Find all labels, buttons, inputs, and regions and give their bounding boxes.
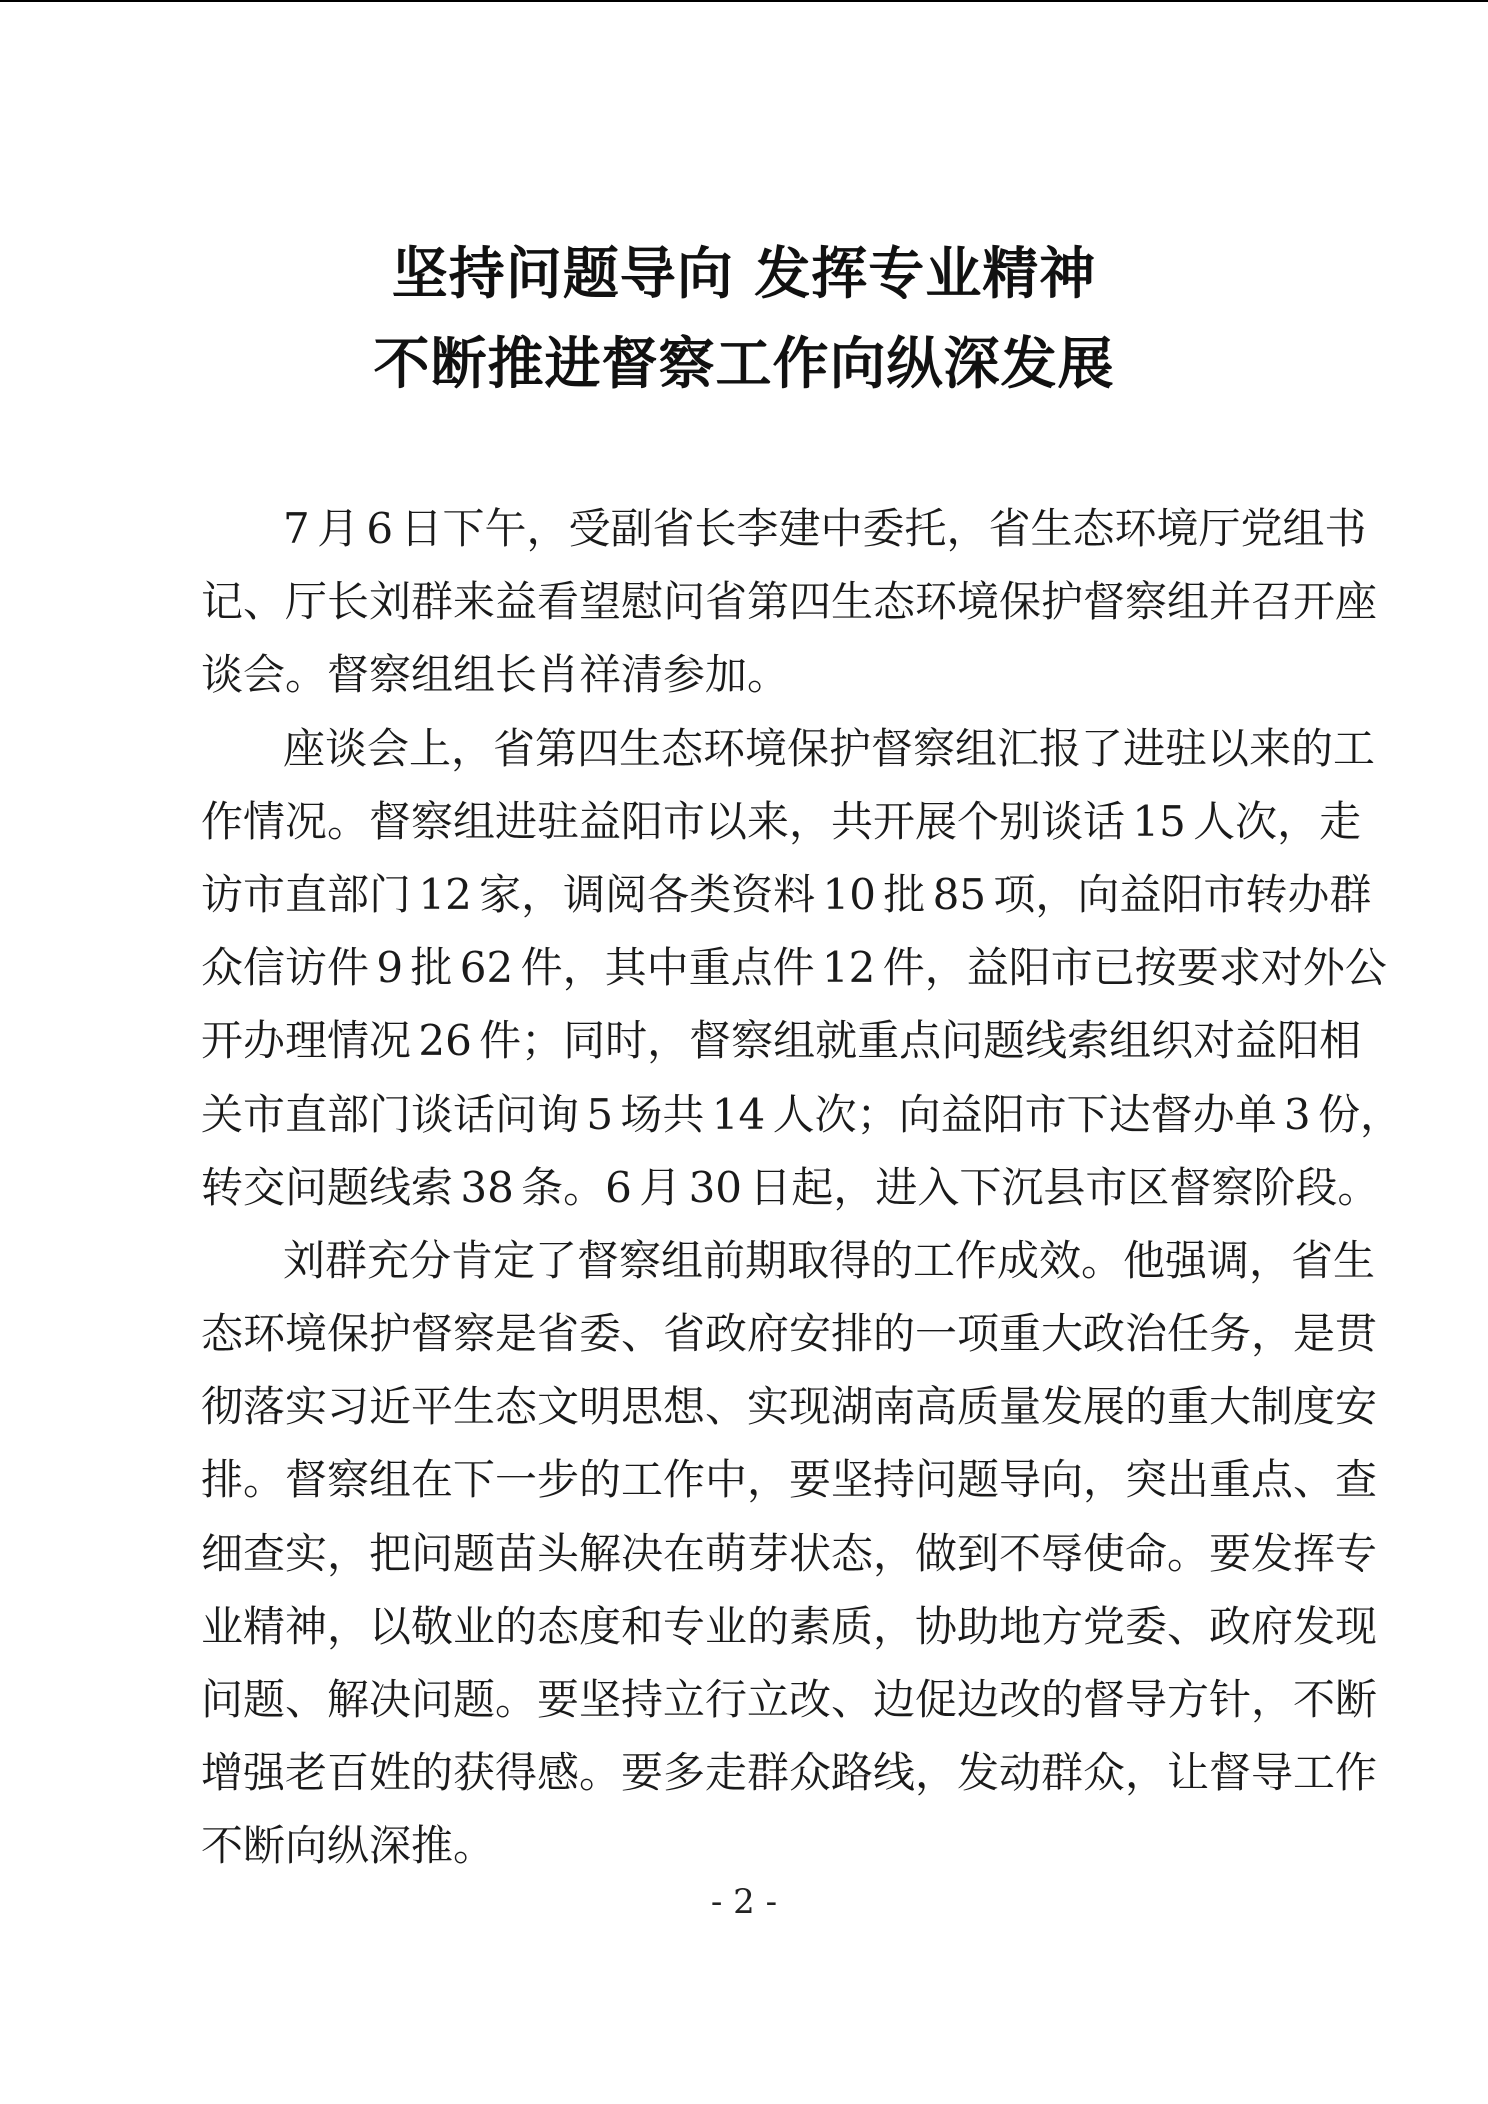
page-number: - 2 - — [710, 1882, 778, 1922]
document-title-line-1: 坚持问题导向 发挥专业精神 — [391, 241, 1097, 307]
document-title-line-2: 不断推进督察工作向纵深发展 — [373, 331, 1115, 397]
paragraph-line: 作情况。督察组进驻益阳市以来，共开展个别谈话 15 人次，走 — [201, 796, 1362, 846]
paragraph-line: 不断向纵深推。 — [201, 1821, 496, 1871]
paragraph-line: 关市直部门谈话问询 5 场共 14 人次；向益阳市下达督办单 3 份， — [201, 1089, 1402, 1139]
paragraph-line: 彻落实习近平生态文明思想、实现湖南高质量发展的重大制度安 — [201, 1382, 1378, 1432]
paragraph-line: 细查实，把问题苗头解决在萌芽状态，做到不辱使命。要发挥专 — [201, 1528, 1378, 1578]
paragraph — [201, 1224, 1378, 1883]
paragraph-line: 谈会。督察组组长肖祥清参加。 — [201, 650, 790, 700]
paragraph-line: 众信访件 9 批 62 件，其中重点件 12 件，益阳市已按要求对外公 — [201, 943, 1387, 993]
paragraph — [201, 492, 1378, 712]
paragraph-line: 开办理情况 26 件；同时，督察组就重点问题线索组织对益阳相 — [201, 1016, 1362, 1066]
paragraph-line: 排。督察组在下一步的工作中，要坚持问题导向，突出重点、查 — [201, 1455, 1378, 1505]
paragraph-line: 态环境保护督察是省委、省政府安排的一项重大政治任务，是贯 — [201, 1309, 1378, 1359]
paragraph-line: 业精神，以敬业的态度和专业的素质，协助地方党委、政府发现 — [201, 1601, 1378, 1651]
paragraph-line: 问题、解决问题。要坚持立行立改、边促边改的督导方针，不断 — [201, 1675, 1378, 1724]
paragraph-line: 刘群充分肯定了督察组前期取得的工作成效。他强调，省生 — [283, 1235, 1376, 1285]
paragraph — [201, 712, 1402, 1224]
paragraph-line: 增强老百姓的获得感。要多走群众路线，发动群众，让督导工作 — [201, 1748, 1378, 1798]
document-body — [201, 492, 1402, 1883]
paragraph-line: 座谈会上，省第四生态环境保护督察组汇报了进驻以来的工 — [283, 723, 1376, 773]
paragraph-line: 7 月 6 日下午，受副省长李建中委托，省生态环境厅党组书 — [283, 504, 1367, 553]
paragraph-line: 转交问题线索 38 条。6 月 30 日起，进入下沉县市区督察阶段。 — [201, 1162, 1380, 1212]
paragraph-line: 记、厅长刘群来益看望慰问省第四生态环境保护督察组并召开座 — [201, 577, 1378, 627]
paragraph-line: 访市直部门 12 家，调阅各类资料 10 批 85 项，向益阳市转办群 — [201, 869, 1372, 919]
